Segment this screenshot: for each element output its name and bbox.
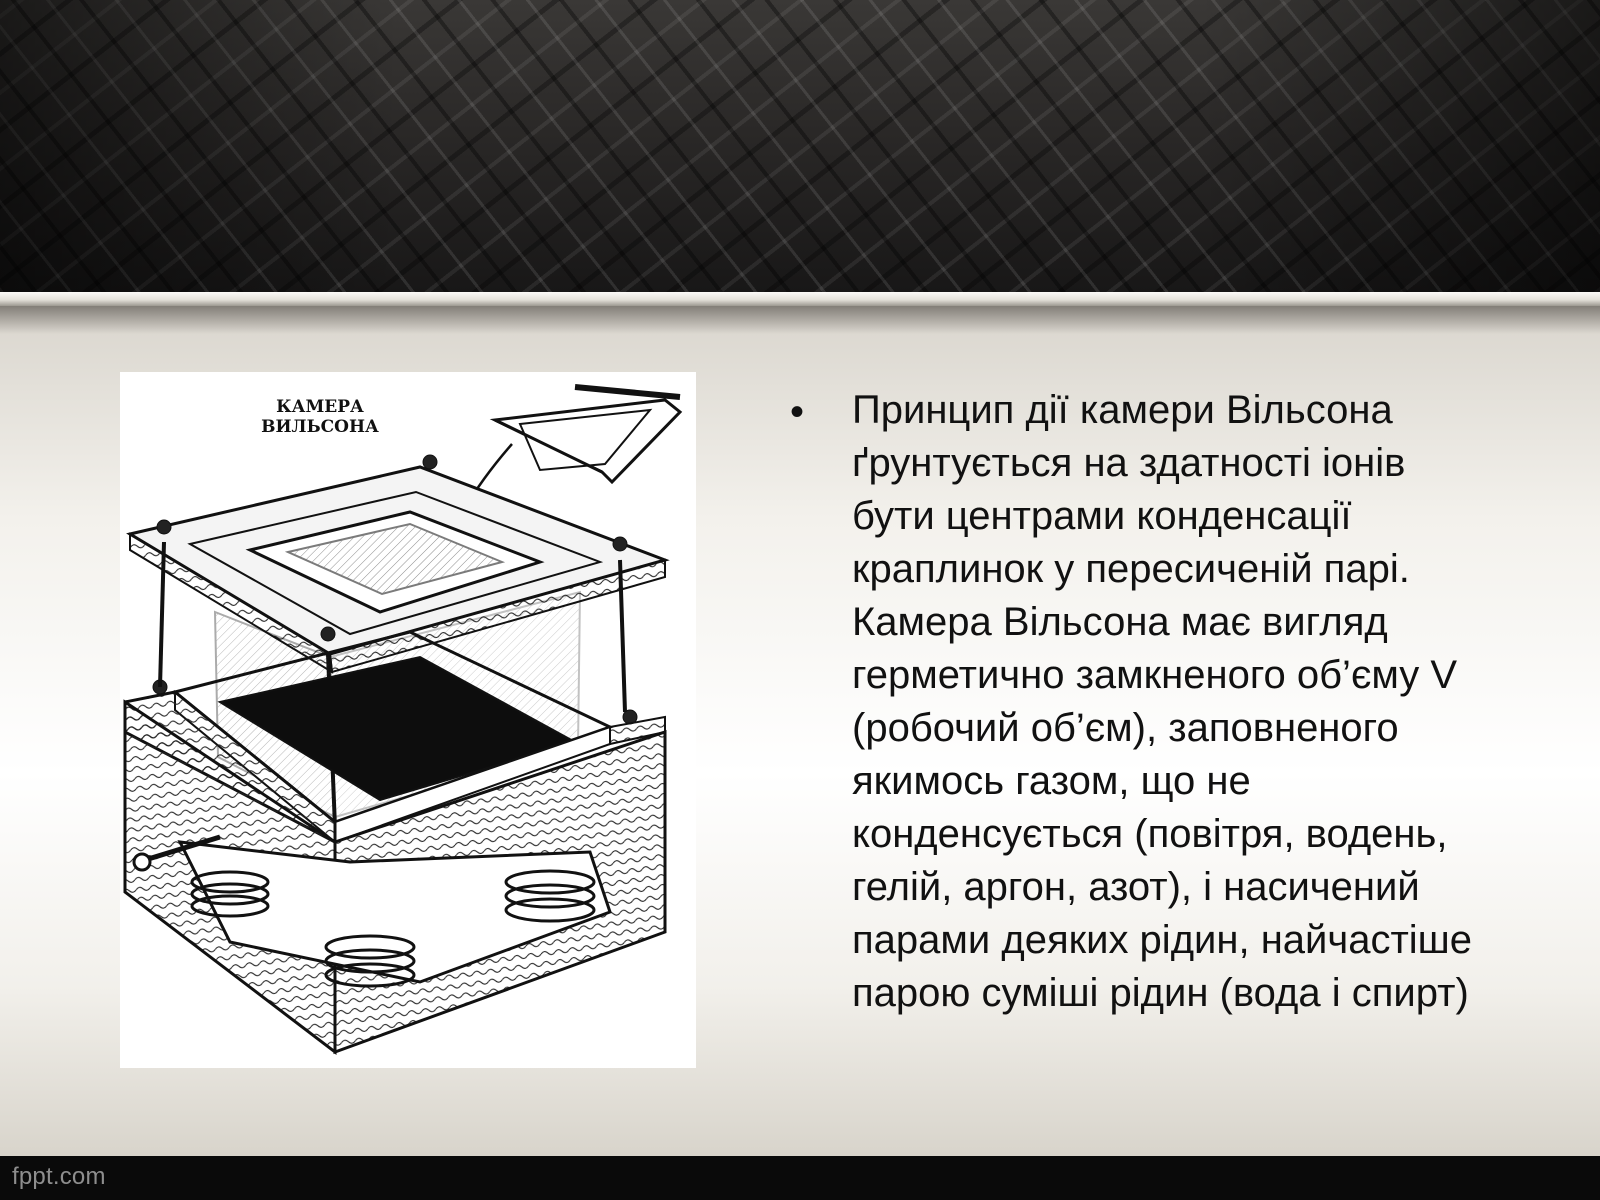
bullet-line: якимось газом, що не <box>852 759 1251 803</box>
bullet-line: краплинок у пересиченій парі. <box>852 547 1410 591</box>
bullet-line: парою суміші рідин (вода і спирт) <box>852 971 1469 1015</box>
header-texture-band <box>0 0 1600 292</box>
wilson-chamber-drawing <box>120 372 696 1068</box>
bullet-line: Камера Вільсона має вигляд <box>852 600 1388 644</box>
bullet-line: Принцип дії камери Вільсона <box>852 388 1393 432</box>
bullet-line: гелій, аргон, азот), і насичений <box>852 865 1420 909</box>
figure-caption-line1: КАМЕРА <box>276 397 364 417</box>
header-shadow <box>0 306 1600 334</box>
figure-caption-line2: ВИЛЬСОНА <box>261 417 379 437</box>
header-divider-rule <box>0 292 1600 306</box>
glass-frame-part <box>495 387 680 482</box>
bullet-paragraph <box>852 384 1572 1020</box>
wilson-chamber-illustration <box>120 372 696 1068</box>
bullet-line: конденсується (повітря, водень, <box>852 812 1448 856</box>
bullet-line: бути центрами конденсації <box>852 494 1352 538</box>
bullet-line: (робочий об’єм), заповненого <box>852 706 1399 750</box>
footer-watermark: fppt.com <box>12 1163 106 1190</box>
bullet-marker: • <box>790 390 805 434</box>
bullet-line: парами деяких рідин, найчастіше <box>852 918 1472 962</box>
bullet-line: герметично замкненого об’єму V <box>852 653 1458 697</box>
footer-bar <box>0 1156 1600 1200</box>
bullet-line: ґрунтується на здатності іонів <box>852 441 1406 485</box>
